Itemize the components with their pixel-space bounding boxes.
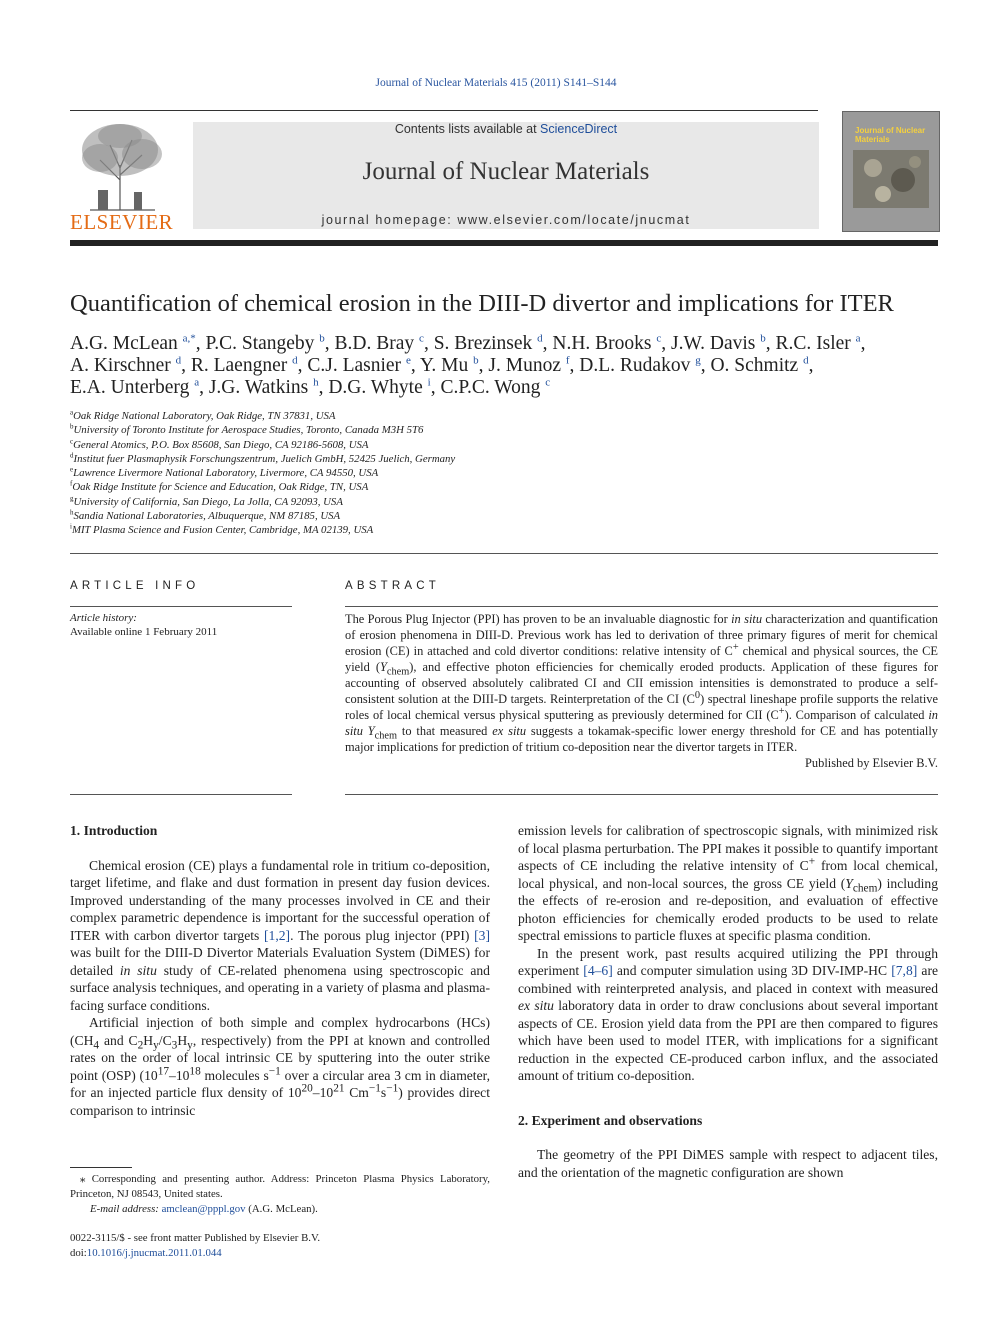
- footnote-rule: [70, 1167, 132, 1168]
- affiliation-item: $^b$University of Toronto Institute for Aerospace Studies, Toronto, Canada M3H 5T6: [70, 422, 424, 437]
- author[interactable]: O. Schmitz $^d$: [710, 354, 809, 376]
- affiliation-item: $^d$Institut fuer Plasmaphysik Forschungszentrum, Juelich GmbH, 52425 Juelich, Germany: [70, 451, 456, 465]
- paragraph: The geometry of the PPI DiMES sample with respect to adjacent tiles, and the orientation of the magnetic configuration are shown: [518, 1147, 938, 1180]
- journal-homepage[interactable]: journal homepage: www.elsevier.com/locate/jnucmat: [321, 213, 691, 227]
- article-info-bottom-rule: [70, 794, 292, 795]
- author[interactable]: J.W. Davis $^b$: [671, 332, 766, 354]
- author[interactable]: Y. Mu $^b$: [419, 354, 479, 376]
- abstract-publisher-line: Published by Elsevier B.V.: [805, 756, 938, 770]
- article-info-heading: ARTICLE INFO: [70, 580, 200, 592]
- author[interactable]: D.G. Whyte $^i$: [328, 376, 431, 398]
- header-thick-rule: [70, 240, 938, 246]
- elsevier-wordmark: ELSEVIER: [70, 210, 174, 234]
- doi-link[interactable]: 10.1016/j.jnucmat.2011.01.044: [86, 1247, 222, 1259]
- journal-header-box: [193, 122, 819, 229]
- affiliation-item: $^g$University of California, San Diego, La Jolla, CA 92093, USA: [70, 494, 343, 508]
- paragraph: Chemical erosion (CE) plays a fundamental role in tritium co-deposition, target lifetime, and flake and dust formation in present day fusion devices. Improved understanding of the many processes involved in CE and their complex parametric dependence is important for the successful operation of ITER with carbon divertor targets [1,2]. The porous plug injector (PPI) [3] was built for the DIII-D Divertor Materials Evaluation System (DiMES) for detailed in situ study of CE-related phenomena using spectroscopic and surface analysis techniques, and operating in a variety of plasma and plasma-facing surface conditions.: [70, 857, 490, 1013]
- cover-image: [853, 150, 929, 208]
- left-column: [70, 822, 490, 1119]
- footnote: ⁎ Corresponding and presenting author. Address: Princeton Plasma Physics Laboratory, Princeton, NJ 08543, United states. E-mail address: amclean@pppl.gov (A.G. McLean).: [70, 1173, 490, 1215]
- author[interactable]: C.J. Lasnier $^e$: [307, 354, 411, 376]
- author[interactable]: N.H. Brooks $^c$: [552, 332, 662, 354]
- author[interactable]: D.L. Rudakov $^g$: [579, 354, 701, 376]
- affiliation-item: $^e$Lawrence Livermore National Laboratory, Livermore, CA 94550, USA: [70, 465, 379, 480]
- ref-link[interactable]: [4–6]: [583, 963, 613, 978]
- cover-title: Journal of Nuclear Materials: [855, 126, 926, 144]
- email-link[interactable]: amclean@pppl.gov: [161, 1203, 246, 1215]
- article-history-label: Article history:: [70, 612, 137, 624]
- abstract-body: The Porous Plug Injector (PPI) has proven to be an invaluable diagnostic for in situ characterization and quantification of erosion phenomena in DIII-D. Previous work has led to derivation of three primary figures of merit for chemical erosion (CE) in attached and cold divertor conditions: relative intensity of C+ chemical and physical sources, the CE yield $(Y_{chem})$, and effective photon efficiencies for chemically eroded products. Application of these figures for accounting of observed absolutely calibrated CI and CII emission intensities is demonstrated to produce a self-consistent solution at the DIII-D targets. Reinterpretation of the CI $(C^0)$ spectral lineshape profile supports the relative roles of local chemical versus physical sputtering as previously determined for CII (C+). Comparison of calculated in situ $Y_{chem}$ to that measured ex situ suggests a tokamak-specific lower energy threshold for CE and has potentially major implications for prediction of tritium co-deposition near the divertor targets in ITER. Published by Elsevier B.V.: [345, 612, 939, 770]
- affiliation-item: $^h$Sandia National Laboratories, Albuquerque, NM 87185, USA: [70, 508, 341, 523]
- bottom-metadata: 0022-3115/$ - see front matter Published by Elsevier B.V. doi:10.1016/j.jnucmat.2011.01.044: [70, 1232, 321, 1259]
- experiment-heading: 2. Experiment and observations: [518, 1112, 703, 1128]
- paragraph: In the present work, past results acquired utilizing the PPI through experiment [4–6] and computer simulation using 3D DIV-IMP-HC [7,8] are combined with reinterpreted analysis, and placed in context with measured ex situ laboratory data in order to draw conclusions about several important aspects of CE. Erosion yield data from the PPI are then compared to figures which have been used to model ITER, with implications for a significant reduction in the expected CE-produced carbon influx, and the associated amount of tritium co-deposition.: [518, 945, 939, 1083]
- section-divider: [70, 553, 938, 554]
- author[interactable]: C.P.C. Wong $^c$: [440, 376, 551, 398]
- article-info-rule: [70, 606, 292, 607]
- article-title: Quantification of chemical erosion in the DIII-D divertor and implications for ITER: [70, 290, 894, 317]
- author[interactable]: P.C. Stangeby $^b$: [205, 332, 325, 354]
- affiliation-item: $^c$General Atomics, P.O. Box 85608, San Diego, CA 92186-5608, USA: [70, 437, 369, 451]
- author[interactable]: A.G. McLean $^{a,*}$: [70, 332, 196, 354]
- author[interactable]: R.C. Isler $^a$: [775, 332, 861, 354]
- ref-link[interactable]: [3]: [474, 927, 490, 943]
- affiliation-item: $^f$Oak Ridge Institute for Science and Education, Oak Ridge, TN, USA: [70, 479, 369, 494]
- affiliation-item: $^a$Oak Ridge National Laboratory, Oak Ridge, TN 37831, USA: [70, 408, 336, 422]
- journal-citation[interactable]: Journal of Nuclear Materials 415 (2011) S141–S144: [375, 77, 617, 89]
- author[interactable]: A. Kirschner $^d$: [70, 354, 182, 376]
- ref-link[interactable]: [1,2]: [264, 927, 291, 943]
- article-history-value: Available online 1 February 2011: [70, 626, 218, 638]
- contents-line: Contents lists available at ScienceDirect: [394, 122, 618, 136]
- affiliation-item: $^i$MIT Plasma Science and Fusion Center, Cambridge, MA 02139, USA: [70, 522, 374, 537]
- paragraph: emission levels for calibration of spectroscopic signals, with minimized risk of local plasma perturbation. The PPI makes it possible to quantify important aspects of CE including the relative intensity of C+ from local chemical, local physical, and non-local sources, the gross CE yield $(Y_{chem})$ including the effects of re-erosion and re-deposition, and evaluation of effective photon efficiencies for chemically eroded products to be used to relate spectral emissions to particle fluxes at specific plasma condition.: [518, 823, 939, 943]
- author[interactable]: J. Munoz $^f$: [488, 354, 570, 376]
- author-list: A.G. McLean $^{a,*}$, P.C. Stangeby $^b$, B.D. Bray $^c$, S. Brezinsek $^d$, N.H. Brooks $^c$, J.W. Davis $^b$, R.C. Isler $^a$, A. Kirschner $^d$, R. Laengner $^d$, C.J. Lasnier $^e$, Y. Mu $^b$, J. Munoz $^f$, D.L. Rudakov $^g$, O. Schmitz $^d$, E.A. Unterberg $^a$, J.G. Watkins $^h$, D.G. Whyte $^i$, C.P.C. Wong $^c$: [70, 332, 866, 398]
- author[interactable]: E.A. Unterberg $^a$: [70, 376, 200, 398]
- intro-heading: 1. Introduction: [70, 823, 158, 838]
- author[interactable]: J.G. Watkins $^h$: [208, 376, 319, 398]
- paragraph: Artificial injection of both simple and complex hydrocarbons (HCs) ($CH_4$ and $C_2H_y/C_3H_y$, respectively) from the PPI at known and controlled rates on the order of local intrinsic CE by sputtering into the outer strike point (OSP) ($10^{17}-10^{18}$ molecules $s^{-1}$ over a circular area 3 cm in diameter, for an injected particle flux density of $10^{20}-10^{21}$ $Cm^{-1}s^{-1}$) provides direct comparison to intrinsic: [70, 1015, 491, 1118]
- author[interactable]: R. Laengner $^d$: [190, 354, 298, 376]
- author[interactable]: S. Brezinsek $^d$: [433, 332, 543, 354]
- header-divider: [70, 110, 818, 111]
- journal-cover-thumbnail: [842, 111, 940, 232]
- abstract-bottom-rule: [345, 794, 938, 795]
- abstract-heading: ABSTRACT: [345, 580, 440, 592]
- abstract-rule: [345, 606, 938, 607]
- affiliation-list: [70, 409, 670, 538]
- journal-name: Journal of Nuclear Materials: [362, 158, 650, 185]
- author[interactable]: B.D. Bray $^c$: [334, 332, 424, 354]
- ref-link[interactable]: [7,8]: [891, 963, 918, 978]
- right-column: [518, 822, 938, 1181]
- sciencedirect-link[interactable]: ScienceDirect: [540, 122, 618, 136]
